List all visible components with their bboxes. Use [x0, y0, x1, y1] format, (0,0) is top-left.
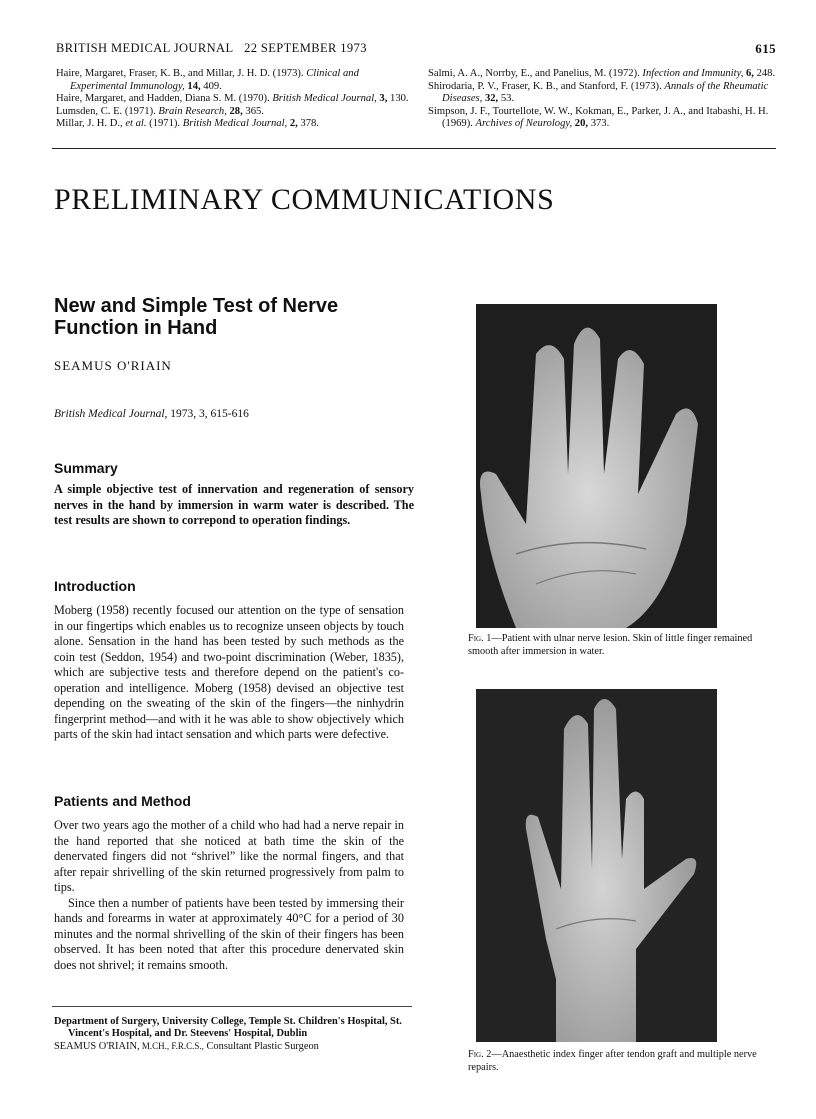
methods-body — [54, 818, 404, 973]
author-credit: SEAMUS O'RIAIN, M.CH., F.R.C.S., Consultant Plastic Surgeon — [54, 1041, 319, 1052]
paragraph: Moberg (1958) recently focused our attention on the type of sensation in our fingertips which enables us to recognize unseen objects by touch alone. Sensation in the hand has been tested by such methods as the coin test (Seddon, 1954) and two-point discrimination (Weber, 1835), which are subjective tests and therefore depend on the patient's co-operation and intelligence. Moberg (1958) devised an objective test depending on the sweating of the skin of the fingers—the ninhydrin fingerprint method—and with it he was able to show objectively which parts of the skin had intact sensation and which parts were defective. — [54, 603, 404, 741]
paragraph: Since then a number of patients have been tested by immersing their hands and forearms in water at approximately 40°C for a period of 30 minutes and the normal shrivelling of the skin of their fingers has been observed. It has been noted that after this procedure denervated skin does not shrivel; it remains smooth. — [54, 895, 404, 972]
introduction-body — [54, 603, 404, 743]
article-citation: British Medical Journal, 1973, 3, 615-616 — [54, 408, 249, 420]
methods-heading: Patients and Method — [54, 793, 191, 809]
reference-item: Haire, Margaret, Fraser, K. B., and Millar, J. H. D. (1973). Clinical and Experimental Immunology, 14, 409. — [56, 68, 359, 92]
reference-item: Shirodaria, P. V., Fraser, K. B., and Stanford, F. (1973). Annals of the Rheumatic Diseases, 32, 53. — [428, 80, 769, 104]
section-divider — [52, 148, 776, 149]
reference-item: Salmi, A. A., Norrby, E., and Panelius, M. (1972). Infection and Immunity, 6, 248. — [428, 68, 776, 79]
page-number: 615 — [755, 41, 776, 56]
reference-item: Haire, Margaret, and Hadden, Diana S. M. (1970). British Medical Journal, 3, 130. — [56, 93, 409, 104]
department: Department of Surgery, University College, Temple St. Children's Hospital, St. Vincent's Hospital, and Dr. Steevens' Hospital, Dublin — [54, 1016, 402, 1039]
summary-heading: Summary — [54, 460, 118, 476]
references-right — [428, 68, 778, 131]
references-left — [56, 68, 412, 131]
journal-name: BRITISH MEDICAL JOURNAL 22 SEPTEMBER 1973 — [56, 41, 367, 55]
summary-text: A simple objective test of innervation and regeneration of sensory nerves in the hand by immersion in warm water is described. The test results are shown to correpond to operation findings. — [54, 482, 414, 527]
article-author: SEAMUS O'RIAIN — [54, 358, 172, 373]
reference-item: Millar, J. H. D., et al. (1971). British Medical Journal, 2, 378. — [56, 118, 319, 129]
reference-item: Lumsden, C. E. (1971). Brain Research, 28, 365. — [56, 105, 264, 117]
section-heading: PRELIMINARY COMMUNICATIONS — [54, 183, 555, 216]
article-title: New and Simple Test of Nerve Function in Hand — [54, 295, 339, 339]
affiliation — [54, 1016, 410, 1053]
figure-1-photo — [476, 304, 717, 628]
affiliation-divider — [52, 1006, 412, 1007]
figure-2-photo — [476, 689, 717, 1042]
hand-photo-1 — [476, 304, 717, 628]
figure-2-caption: Fig. 2—Anaesthetic index finger after tendon graft and multiple nerve repairs. — [468, 1049, 757, 1073]
introduction-heading: Introduction — [54, 578, 136, 594]
hand-photo-2 — [476, 689, 717, 1042]
running-header — [56, 41, 776, 59]
reference-item: Simpson, J. F., Tourtellote, W. W., Kokman, E., Parker, J. A., and Itabashi, H. H. (1969). Archives of Neurology, 20, 373. — [428, 105, 769, 129]
figure-1-caption: Fig. 1—Patient with ulnar nerve lesion. Skin of little finger remained smooth after immersion in water. — [468, 633, 753, 657]
paragraph: Over two years ago the mother of a child who had had a nerve repair in the hand reported that she noticed at bath time the skin of the denervated fingers did not “shrivel” like the normal fingers, and that after repair shrivelling of the skin returned progressively from palm to tips. — [54, 818, 404, 894]
